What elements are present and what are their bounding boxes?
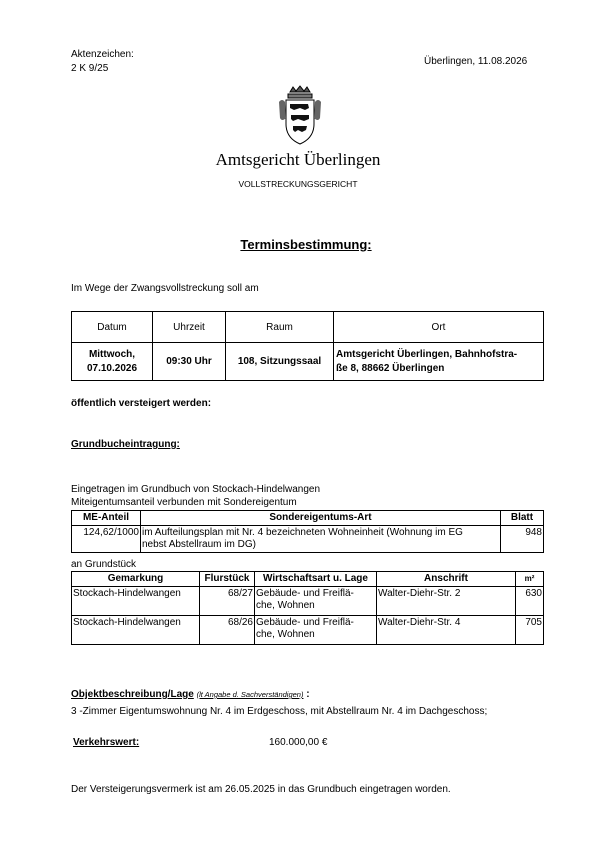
objekt-description: 3 -Zimmer Eigentumswohnung Nr. 4 im Erdgeschoss, mit Abstellraum Nr. 4 im Dachgeschoss; <box>71 706 488 717</box>
appointment-weekday: Mittwoch, <box>88 348 136 360</box>
appointment-room: 108, Sitzungssaal <box>226 343 334 381</box>
grundbuch-info <box>71 483 320 509</box>
wirtschaftsart-line2: che, Wohnen <box>256 629 315 640</box>
gemarkung-value: Stockach-Hindelwangen <box>72 587 200 616</box>
header-wirtschaftsart: Wirtschaftsart u. Lage <box>255 572 377 587</box>
appointment-time: 09:30 Uhr <box>153 343 226 381</box>
objekt-heading-colon: : <box>306 689 310 700</box>
wirtschaftsart-value <box>255 616 377 645</box>
header-blatt: Blatt <box>501 511 544 526</box>
verkehrswert-label: Verkehrswert: <box>73 737 140 748</box>
header-room: Raum <box>226 312 334 343</box>
appointment-place <box>334 343 544 381</box>
appointment-table <box>71 311 544 381</box>
objekt-heading <box>71 689 310 700</box>
appointment-place-line1: Amtsgericht Überlingen, Bahnhofstra- <box>336 348 518 360</box>
header-date: Datum <box>72 312 153 343</box>
page-title: Terminsbestimmung: <box>240 237 372 252</box>
qm-value: 705 <box>516 616 544 645</box>
me-anteil-value: 124,62/1000 <box>72 526 141 553</box>
court-department: VOLLSTRECKUNGSGERICHT <box>238 179 358 189</box>
header-me-anteil: ME-Anteil <box>72 511 141 526</box>
qm-value: 630 <box>516 587 544 616</box>
objekt-heading-text: Objektbeschreibung/Lage <box>71 689 194 700</box>
objekt-heading-note: (lt Angabe d. Sachverständigen) <box>196 690 304 699</box>
grundbuch-line2: Miteigentumsanteil verbunden mit Sondereigentum <box>71 497 297 508</box>
header-qm: m² <box>516 572 544 587</box>
flurstueck-value: 68/26 <box>200 616 255 645</box>
place-date: Überlingen, 11.08.2026 <box>424 56 528 67</box>
header-sondereigentum: Sondereigentums-Art <box>141 511 501 526</box>
header-flurstueck: Flurstück <box>200 572 255 587</box>
land-parcel-table <box>71 571 544 645</box>
footer-text: Der Versteigerungsvermerk ist am 26.05.2025 in das Grundbuch eingetragen worden. <box>71 784 451 795</box>
appointment-place-line2: ße 8, 88662 Überlingen <box>336 362 445 374</box>
header-place: Ort <box>334 312 544 343</box>
baden-wuerttemberg-coat-of-arms-icon <box>278 84 322 148</box>
flurstueck-value: 68/27 <box>200 587 255 616</box>
appointment-day: 07.10.2026 <box>86 362 138 374</box>
file-reference-number: 2 K 9/25 <box>71 63 109 74</box>
header-gemarkung: Gemarkung <box>72 572 200 587</box>
court-name: Amtsgericht Überlingen <box>215 150 381 169</box>
anschrift-value: Walter-Diehr-Str. 2 <box>377 587 516 616</box>
verkehrswert-value: 160.000,00 € <box>269 737 328 748</box>
wirtschaftsart-line2: che, Wohnen <box>256 600 315 611</box>
gemarkung-value: Stockach-Hindelwangen <box>72 616 200 645</box>
co-ownership-table <box>71 510 544 553</box>
intro-text: Im Wege der Zwangsvollstreckung soll am <box>71 283 259 294</box>
anschrift-value: Walter-Diehr-Str. 4 <box>377 616 516 645</box>
an-grundstueck-label: an Grundstück <box>71 559 137 570</box>
sondereigentum-value <box>141 526 501 553</box>
blatt-value: 948 <box>501 526 544 553</box>
header-anschrift: Anschrift <box>377 572 516 587</box>
grundbuch-heading: Grundbucheintragung: <box>71 439 180 450</box>
file-reference-label: Aktenzeichen: <box>71 49 134 60</box>
auction-text: öffentlich versteigert werden: <box>71 398 212 409</box>
grundbuch-line1: Eingetragen im Grundbuch von Stockach-Hindelwangen <box>71 484 321 495</box>
wirtschaftsart-value <box>255 587 377 616</box>
sondereigentum-line1: im Aufteilungsplan mit Nr. 4 bezeichneten Wohneinheit (Wohnung im EG <box>142 527 463 538</box>
table-row <box>72 526 544 553</box>
file-reference <box>71 48 134 76</box>
wirtschaftsart-line1: Gebäude- und Freiflä- <box>256 617 354 628</box>
sondereigentum-line2: nebst Abstellraum im DG) <box>142 539 256 550</box>
wirtschaftsart-line1: Gebäude- und Freiflä- <box>256 588 354 599</box>
appointment-date <box>72 343 153 381</box>
table-row <box>72 616 544 645</box>
table-row <box>72 587 544 616</box>
header-time: Uhrzeit <box>153 312 226 343</box>
